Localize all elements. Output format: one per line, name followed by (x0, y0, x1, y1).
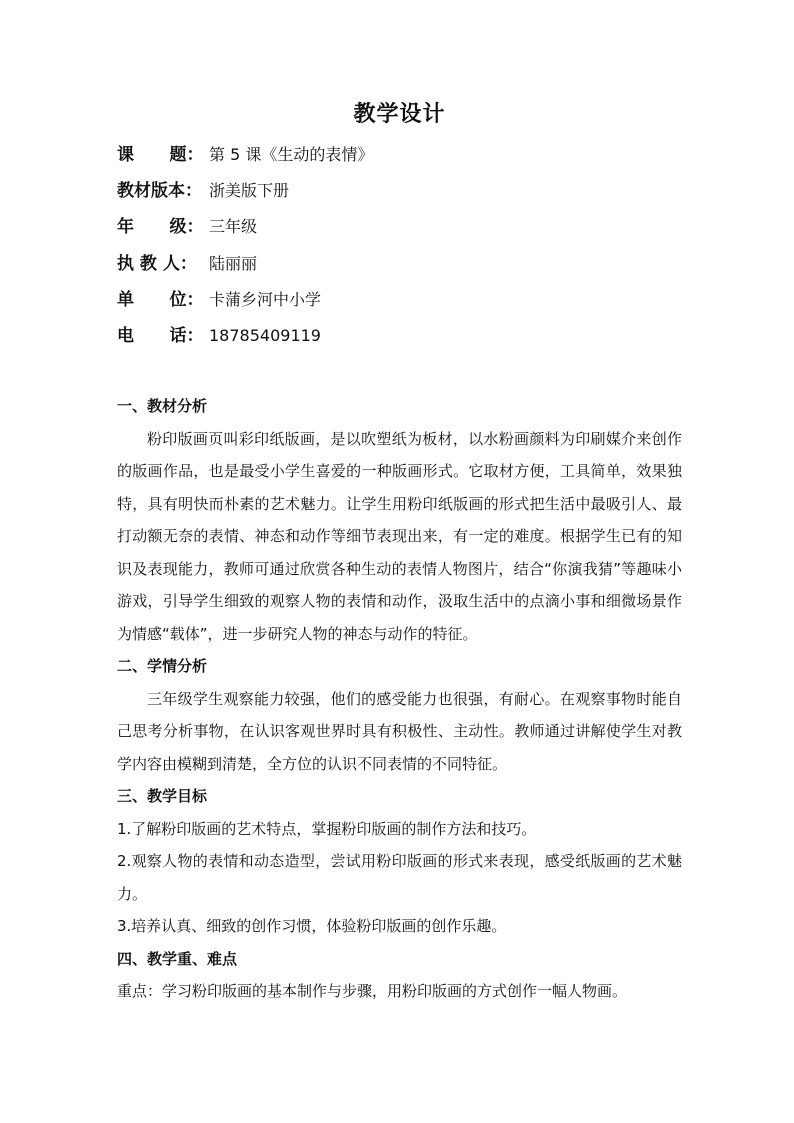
objective-item-1: 1.了解粉印版画的艺术特点，掌握粉印版画的制作方法和技巧。 (117, 819, 537, 838)
objective-item-2: 2.观察人物的表情和动态造型，尝试用粉印版画的形式来表现，感受纸版画的艺术魅力。 (117, 852, 682, 903)
meta-label-phone: 电 话： (117, 326, 204, 346)
objective-item-3: 3.培养认真、细致的创作习惯，体验粉印版画的创作乐趣。 (117, 917, 507, 935)
meta-value-teacher: 陆丽丽 (209, 254, 258, 273)
section-heading-teaching-objectives: 三、教学目标 (117, 787, 208, 805)
document-body (117, 390, 682, 1008)
meta-row-textbook (117, 178, 289, 204)
document-title: 教学设计 (353, 102, 446, 127)
meta-row-phone (117, 323, 321, 349)
key-point-paragraph: 重点：学习粉印版画的基本制作与步骤，用粉印版画的方式创作一幅人物画。 (117, 982, 628, 1000)
meta-row-grade (117, 214, 257, 240)
meta-value-phone: 18785409119 (209, 326, 321, 345)
material-analysis-paragraph: 粉印版画页叫彩印纸版画，是以吹塑纸为板材，以水粉画颜料为印刷媒介来创作的版画作品，也是最受小学生喜爱的一种版画形式。它取材方便，工具简单，效果独特，具有明快而朴素的艺术魅力。让学生用粉印纸版画的形式把生活中最吸引人、最打动额无奈的表情、神态和动作等细节表现出来，有一定的难度。根据学生已有的知识及表现能力，教师可通过欣赏各种生动的表情人物图片，结合“你演我猜”等趣味小游戏，引导学生细致的观察人物的表情和动作，汲取生活中的点滴小事和细微场景作为情感“载体”，进一步研究人物的神态与动作的特征。 (117, 429, 682, 643)
meta-value-grade: 三年级 (209, 217, 258, 236)
section-heading-material-analysis: 一、教材分析 (117, 397, 208, 415)
section-heading-student-analysis: 二、学情分析 (117, 657, 208, 675)
meta-label-topic: 课 题： (117, 145, 204, 165)
meta-label-teacher: 执 教 人： (117, 254, 197, 274)
student-analysis-paragraph: 三年级学生观察能力较强，他们的感受能力也很强，有耐心。在观察事物时能自己思考分析事物，在认识客观世界时具有积极性、主动性。教师通过讲解使学生对教学内容由模糊到清楚，全方位的认识不同表情的不同特征。 (117, 689, 682, 773)
meta-value-topic: 第 5 课《生动的表情》 (209, 145, 374, 164)
meta-label-grade: 年 级： (117, 217, 204, 237)
section-heading-key-difficult-points: 四、教学重、难点 (117, 949, 238, 968)
meta-label-school: 单 位： (117, 290, 204, 310)
meta-value-textbook: 浙美版下册 (209, 181, 290, 200)
meta-value-school: 卡蒲乡河中小学 (209, 290, 322, 309)
meta-label-textbook: 教材版本： (117, 181, 202, 201)
meta-row-topic (117, 142, 373, 168)
meta-row-teacher (117, 251, 257, 277)
meta-row-school (117, 287, 321, 313)
